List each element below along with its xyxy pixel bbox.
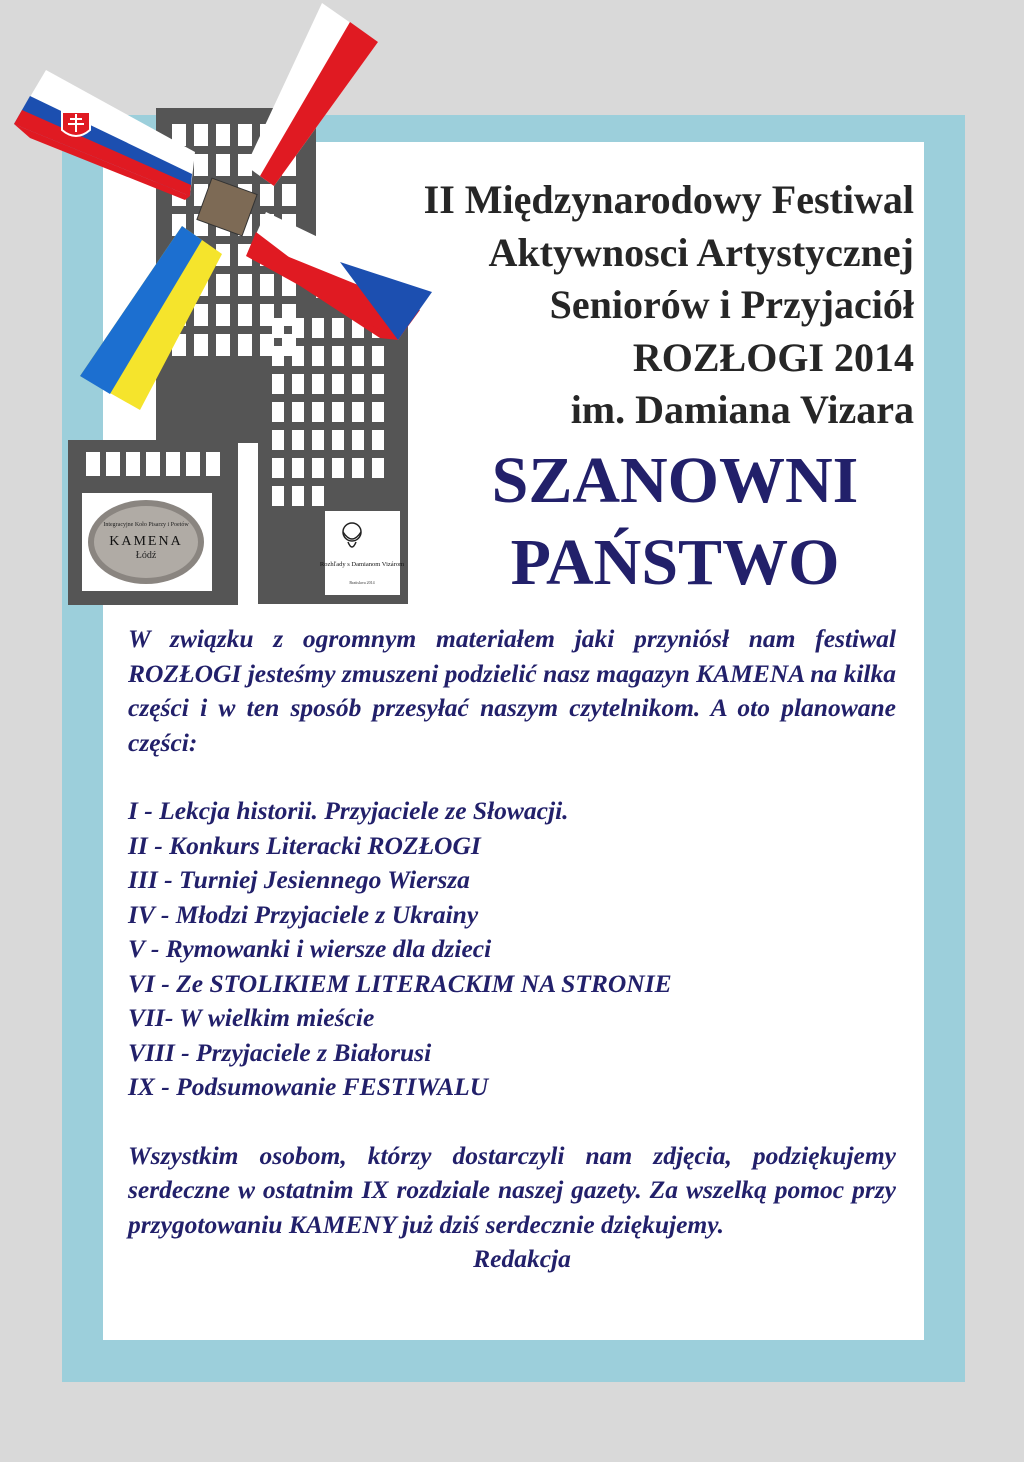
building-window [126,452,140,476]
building-window [272,458,284,478]
header-line: ROZŁOGI 2014 [632,334,914,380]
building-window [194,124,208,146]
signature: Redakcja [473,1244,571,1273]
building-window [216,304,230,326]
building-window [292,458,304,478]
building-window [292,486,304,506]
book-city: Bratislava 2014 [349,580,375,585]
building-window [260,184,274,206]
building-window [166,452,180,476]
parts-list [128,794,896,1105]
building-window [372,458,384,478]
building-window [272,374,284,394]
building-window [312,458,324,478]
building-window [216,154,230,176]
kamena-name: KAMENA [109,534,183,549]
greeting-line-2: PAŃSTWO [510,526,840,599]
header-line: II Międzynarodowy Festiwal [423,177,914,222]
list-item: IX - Podsumowanie FESTIWALU [128,1072,489,1101]
header-line: Seniorów i Przyjaciół [549,282,914,327]
list-item: IV - Młodzi Przyjaciele z Ukrainy [128,899,479,929]
thanks-paragraph: Wszystkim osobom, którzy dostarczyli nam zdjęcia, podziękujemy serdeczne w ostatnim IX rozdziale naszej gazety. Za wszelką pomoc przy przygotowaniu KAMENY już dziś serdecznie dziękujemy. [128,1140,896,1239]
festival-header [294,174,914,437]
kamena-small-text: Integracyjne Koło Pisarzy i Poetów [103,522,189,528]
building-window [186,452,200,476]
rozhlady-book-logo [320,511,404,595]
building-window [106,452,120,476]
building-window [332,458,344,478]
greeting [440,440,910,604]
building-window [238,124,252,146]
list-item: VI - Ze STOLIKIEM LITERACKIM NA STRONIE [128,968,672,998]
list-item: III - Turniej Jesiennego Wiersza [128,865,470,894]
list-item: II - Konkurs Literacki ROZŁOGI [128,830,481,860]
building-window [216,124,230,146]
building-window [272,486,284,506]
list-item: VII- W wielkim mieście [128,1003,375,1032]
letter-body [128,622,896,1277]
list-item: I - Lekcja historii. Przyjaciele ze Słowacji. [128,796,569,825]
building-window [272,346,284,366]
building-window [216,274,230,296]
building-window [260,274,274,296]
building-window [194,334,208,356]
list-item: VIII - Przyjaciele z Białorusi [128,1037,432,1067]
greeting-line-1: SZANOWNI [491,444,859,517]
kamena-logo [82,493,212,591]
header-line: im. Damiana Vizara [570,387,914,432]
building-window [194,304,208,326]
intro-paragraph: W związku z ogromnym materiałem jaki przyniósł nam festiwal ROZŁOGI jesteśmy zmuszeni podzielić nasz magazyn KAMENA na kilka części i w ten sposób przesyłać naszym czytelnikom. A oto planowane części: [128,624,896,757]
building-window [312,486,324,506]
building-window [272,318,284,338]
building-window [86,452,100,476]
building-window [260,304,274,326]
list-item: V - Rymowanki i wiersze dla dzieci [128,934,492,963]
building-window [272,430,284,450]
building-window [238,274,252,296]
building-window [238,334,252,356]
building-window [352,458,364,478]
kamena-city: Łódź [135,550,157,561]
building-window [260,334,274,356]
header-line: Aktywnosci Artystycznej [488,229,914,275]
building-window [238,304,252,326]
building-window [194,154,208,176]
building-window [146,452,160,476]
building-window [272,402,284,422]
building-window [216,334,230,356]
book-title: Rozhľady s Damianom Vizárom [319,561,405,568]
building-window [206,452,220,476]
